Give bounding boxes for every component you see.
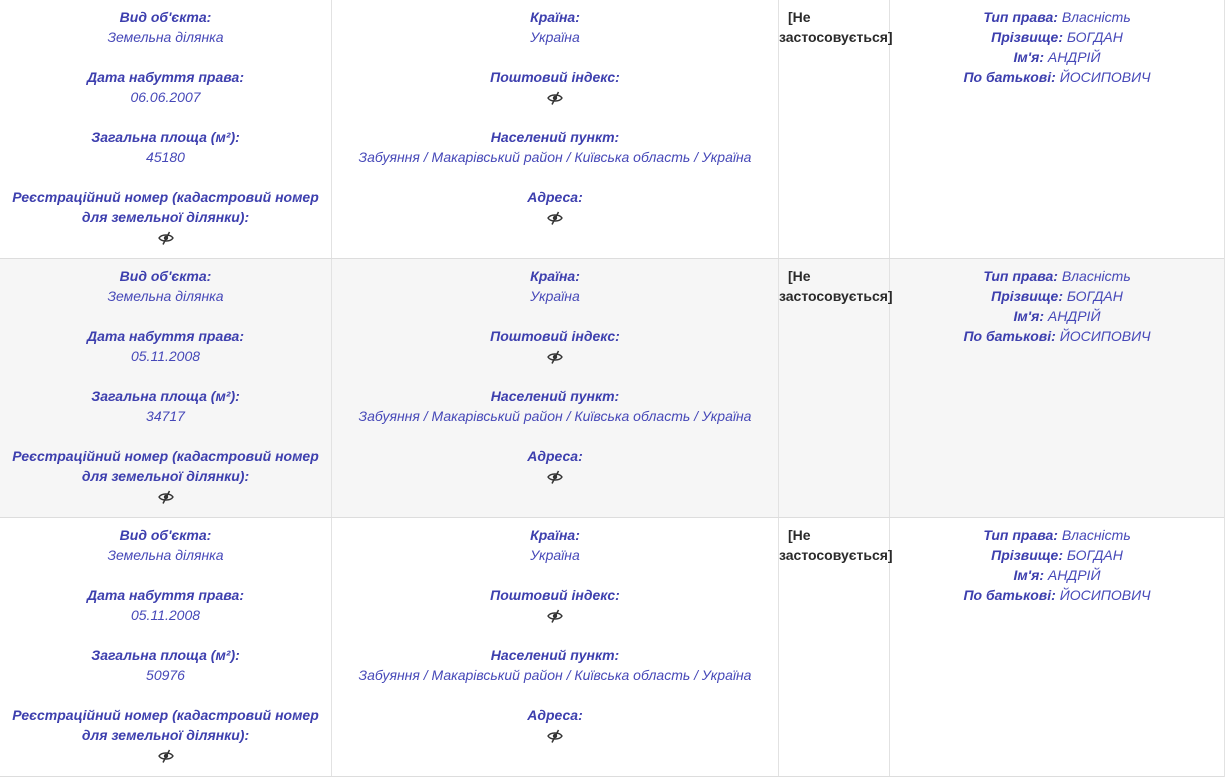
area-value: 50976 (146, 667, 185, 683)
acq-date-value: 05.11.2008 (130, 348, 201, 364)
right-type-value: Власність (1061, 9, 1131, 25)
not-applicable-cell (779, 518, 893, 776)
object-info-cell (0, 0, 332, 258)
area-value: 34717 (146, 408, 185, 424)
area-label: Загальна площа (м²): (91, 129, 240, 145)
eye-slash-icon[interactable] (157, 747, 175, 765)
locality-label: Населений пункт: (490, 129, 620, 145)
patronymic-value: ЙОСИПОВИЧ (1059, 328, 1151, 344)
table-row (0, 0, 1224, 259)
locality-value: Забуяння / Макарівський район / Київська область / Україна (358, 149, 752, 165)
name-value: АНДРІЙ (1047, 49, 1101, 65)
not-applicable-text-cont: застосовується] (779, 29, 893, 45)
right-type-label: Тип права: (983, 527, 1058, 543)
acq-date-label: Дата набуття права: (86, 328, 244, 344)
location-cell (332, 518, 779, 776)
owner-cell (890, 518, 1224, 776)
acq-date-label: Дата набуття права: (86, 69, 244, 85)
surname-label: Прізвище: (991, 29, 1063, 45)
object-type-value: Земельна ділянка (107, 547, 224, 563)
reg-number-label: Реєстраційний номер (кадастровий номер (12, 707, 319, 723)
postal-label: Поштовий індекс: (490, 587, 620, 603)
not-applicable-cell (779, 0, 893, 258)
reg-number-label-cont: для земельної ділянки): (81, 468, 250, 484)
country-label: Країна: (530, 527, 580, 543)
name-value: АНДРІЙ (1047, 567, 1101, 583)
reg-number-label-cont: для земельної ділянки): (81, 727, 250, 743)
object-type-value: Земельна ділянка (107, 29, 224, 45)
address-label: Адреса: (527, 448, 583, 464)
reg-number-label-cont: для земельної ділянки): (81, 209, 250, 225)
eye-slash-icon[interactable] (157, 488, 175, 506)
right-type-label: Тип права: (983, 9, 1058, 25)
surname-value: БОГДАН (1066, 547, 1123, 563)
not-applicable-text: [Не (788, 9, 811, 25)
locality-label: Населений пункт: (490, 647, 620, 663)
right-type-value: Власність (1061, 527, 1131, 543)
patronymic-label: По батькові: (963, 328, 1056, 344)
name-label: Ім'я: (1013, 49, 1045, 65)
country-value: Україна (530, 288, 580, 304)
table-row (0, 259, 1224, 518)
reg-number-label: Реєстраційний номер (кадастровий номер (12, 448, 319, 464)
address-label: Адреса: (527, 707, 583, 723)
country-value: Україна (530, 29, 580, 45)
address-label: Адреса: (527, 189, 583, 205)
surname-value: БОГДАН (1066, 29, 1123, 45)
eye-slash-icon[interactable] (546, 468, 564, 486)
eye-slash-icon[interactable] (546, 607, 564, 625)
owner-cell (890, 259, 1224, 517)
eye-slash-icon[interactable] (157, 229, 175, 247)
not-applicable-cell (779, 259, 893, 517)
area-label: Загальна площа (м²): (91, 647, 240, 663)
not-applicable-text-cont: застосовується] (779, 288, 893, 304)
country-label: Країна: (530, 9, 580, 25)
patronymic-label: По батькові: (963, 587, 1056, 603)
right-type-value: Власність (1061, 268, 1131, 284)
locality-value: Забуяння / Макарівський район / Київська область / Україна (358, 408, 752, 424)
object-type-label: Вид об'єкта: (119, 268, 212, 284)
object-type-value: Земельна ділянка (107, 288, 224, 304)
eye-slash-icon[interactable] (546, 89, 564, 107)
area-label: Загальна площа (м²): (91, 388, 240, 404)
object-type-label: Вид об'єкта: (119, 9, 212, 25)
name-value: АНДРІЙ (1047, 308, 1101, 324)
object-type-label: Вид об'єкта: (119, 527, 212, 543)
postal-label: Поштовий індекс: (490, 69, 620, 85)
acq-date-value: 06.06.2007 (130, 89, 201, 105)
owner-cell (890, 0, 1224, 258)
object-info-cell (0, 259, 332, 517)
right-type-label: Тип права: (983, 268, 1058, 284)
acq-date-value: 05.11.2008 (130, 607, 201, 623)
not-applicable-text: [Не (788, 527, 811, 543)
name-label: Ім'я: (1013, 567, 1045, 583)
eye-slash-icon[interactable] (546, 727, 564, 745)
not-applicable-text-cont: застосовується] (779, 547, 893, 563)
acq-date-label: Дата набуття права: (86, 587, 244, 603)
patronymic-value: ЙОСИПОВИЧ (1059, 587, 1151, 603)
area-value: 45180 (146, 149, 185, 165)
location-cell (332, 0, 779, 258)
country-label: Країна: (530, 268, 580, 284)
surname-label: Прізвище: (991, 547, 1063, 563)
patronymic-value: ЙОСИПОВИЧ (1059, 69, 1151, 85)
location-cell (332, 259, 779, 517)
eye-slash-icon[interactable] (546, 348, 564, 366)
reg-number-label: Реєстраційний номер (кадастровий номер (12, 189, 319, 205)
locality-label: Населений пункт: (490, 388, 620, 404)
name-label: Ім'я: (1013, 308, 1045, 324)
surname-label: Прізвище: (991, 288, 1063, 304)
patronymic-label: По батькові: (963, 69, 1056, 85)
locality-value: Забуяння / Макарівський район / Київська область / Україна (358, 667, 752, 683)
postal-label: Поштовий індекс: (490, 328, 620, 344)
surname-value: БОГДАН (1066, 288, 1123, 304)
object-info-cell (0, 518, 332, 776)
eye-slash-icon[interactable] (546, 209, 564, 227)
not-applicable-text: [Не (788, 268, 811, 284)
country-value: Україна (530, 547, 580, 563)
table-row (0, 518, 1224, 777)
